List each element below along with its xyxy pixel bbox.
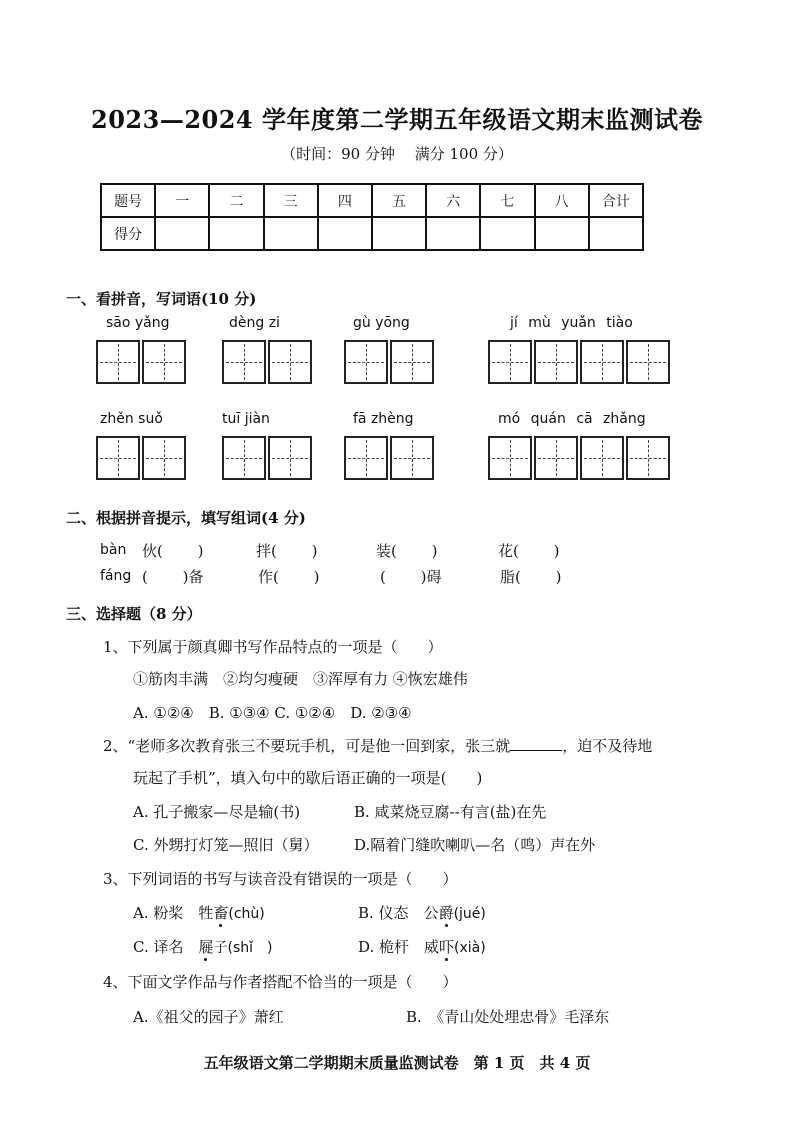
fill-item[interactable]: 拌( ) [256, 542, 318, 560]
fill-item[interactable]: 伙( ) [142, 542, 204, 560]
fill-item[interactable]: 脂( ) [500, 568, 562, 586]
writing-grid[interactable] [344, 436, 436, 480]
score-input-cell[interactable] [318, 217, 372, 250]
option-text: D. 桅杆 威 [358, 938, 440, 956]
score-input-cell[interactable] [372, 217, 426, 250]
option-a[interactable]: A. 孔子搬家—尽是输(书) [133, 803, 301, 821]
writing-cell[interactable] [488, 436, 532, 480]
writing-cell[interactable] [580, 436, 624, 480]
question-choices: ①筋肉丰满 ②均匀瘦硬 ③浑厚有力 ④恢宏雄伟 [133, 670, 468, 688]
writing-grid[interactable] [344, 340, 436, 384]
score-input-cell[interactable] [209, 217, 263, 250]
writing-cell[interactable] [390, 340, 434, 384]
option-a[interactable]: A.《祖父的园子》萧红 [133, 1008, 284, 1026]
writing-grid[interactable] [222, 340, 314, 384]
fill-item[interactable]: 作( ) [258, 568, 320, 586]
exam-subtitle: （时间：90 分钟 满分 100 分） [281, 145, 513, 163]
section3-heading: 三、选择题（8 分） [66, 605, 202, 623]
score-header-cell: 四 [318, 184, 372, 217]
option-a[interactable] [133, 902, 265, 923]
writing-cell[interactable] [344, 436, 388, 480]
option-pinyin: (jué) [453, 906, 486, 922]
dotted-char: 吓 [439, 938, 455, 956]
option-pinyin: (xià) [454, 940, 486, 956]
pinyin-prompt: mó quán cā zhǎng [498, 411, 646, 427]
question-stem: 1、下列属于颜真卿书写作品特点的一项是（ ） [103, 638, 443, 656]
question-stem [103, 735, 652, 756]
score-header-cell: 八 [535, 184, 589, 217]
question-options[interactable]: A. ①②④ B. ①③④ C. ①②④ D. ②③④ [133, 704, 412, 722]
option-c[interactable]: C. 外甥打灯笼—照旧（舅） [133, 836, 319, 854]
writing-grid[interactable] [488, 436, 672, 480]
page-footer: 五年级语文第二学期期末质量监测试卷 第 1 页 共 4 页 [203, 1054, 591, 1072]
score-input-cell[interactable] [155, 217, 209, 250]
question-stem-part: ，迫不及待地 [562, 737, 653, 755]
score-input-cell[interactable] [426, 217, 480, 250]
pinyin-prompt: tuī jiàn [222, 411, 270, 427]
score-input-cell[interactable] [264, 217, 318, 250]
writing-grid[interactable] [96, 340, 188, 384]
score-row-label: 得分 [101, 217, 155, 250]
answer-blank[interactable] [510, 736, 562, 751]
fill-item[interactable]: 装( ) [376, 542, 438, 560]
pinyin-prompt: dèng zi [229, 315, 280, 331]
option-d[interactable] [358, 936, 486, 957]
writing-cell[interactable] [96, 436, 140, 480]
score-header-cell: 二 [209, 184, 263, 217]
dotted-char: 畜 [213, 904, 229, 922]
writing-cell[interactable] [268, 340, 312, 384]
pinyin-prompt: sāo yǎng [106, 315, 170, 331]
pinyin-prompt: gù yōng [353, 315, 410, 331]
score-header-cell: 题号 [101, 184, 155, 217]
fill-item[interactable]: ( )备 [142, 568, 204, 586]
option-d[interactable]: D.隔着门缝吹喇叭—名（鸣）声在外 [354, 836, 596, 854]
option-text: A. 粉桨 牲 [133, 904, 214, 922]
score-header-cell: 七 [480, 184, 534, 217]
writing-cell[interactable] [96, 340, 140, 384]
score-header-cell: 合计 [589, 184, 643, 217]
score-input-cell[interactable] [589, 217, 643, 250]
pinyin-prompt: bàn [100, 542, 127, 558]
score-header-cell: 一 [155, 184, 209, 217]
writing-cell[interactable] [390, 436, 434, 480]
section1-heading: 一、看拼音，写词语(10 分) [66, 290, 257, 308]
score-table-header-row [101, 184, 643, 217]
pinyin-prompt: fā zhèng [353, 411, 414, 427]
pinyin-prompt: jí mù yuǎn tiào [510, 315, 633, 331]
pinyin-prompt: zhěn suǒ [100, 411, 163, 427]
writing-cell[interactable] [268, 436, 312, 480]
writing-grid[interactable] [488, 340, 672, 384]
writing-cell[interactable] [626, 340, 670, 384]
writing-cell[interactable] [222, 340, 266, 384]
fill-item[interactable]: ( )碍 [380, 568, 442, 586]
question-stem: 4、下面文学作品与作者搭配不恰当的一项是（ ） [103, 973, 458, 991]
writing-grid[interactable] [222, 436, 314, 480]
writing-cell[interactable] [534, 436, 578, 480]
score-header-cell: 三 [264, 184, 318, 217]
option-pinyin: (chù) [228, 906, 265, 922]
writing-cell[interactable] [534, 340, 578, 384]
score-header-cell: 五 [372, 184, 426, 217]
option-text: B. 仪态 公 [358, 904, 439, 922]
section2-heading: 二、根据拼音提示，填写组词(4 分) [66, 509, 306, 527]
writing-cell[interactable] [222, 436, 266, 480]
score-input-cell[interactable] [480, 217, 534, 250]
option-pinyin: 子(shǐ ) [213, 940, 273, 956]
score-table-score-row [101, 217, 643, 250]
question-stem: 3、下列词语的书写与读音没有错误的一项是（ ） [103, 870, 458, 888]
question-stem: 玩起了手机”，填入句中的歇后语正确的一项是( ) [133, 769, 483, 787]
option-b[interactable] [358, 902, 486, 923]
question-stem-part: 2、“老师多次教育张三不要玩手机，可是他一回到家，张三就 [103, 737, 511, 755]
option-text: C. 译名 [133, 938, 199, 956]
fill-item[interactable]: 花( ) [498, 542, 560, 560]
score-input-cell[interactable] [535, 217, 589, 250]
writing-cell[interactable] [142, 340, 186, 384]
writing-cell[interactable] [626, 436, 670, 480]
writing-cell[interactable] [344, 340, 388, 384]
writing-grid[interactable] [96, 436, 188, 480]
score-header-cell: 六 [426, 184, 480, 217]
option-b[interactable]: B. 咸菜烧豆腐--有言(盐)在先 [354, 803, 547, 821]
dotted-char: 爵 [438, 904, 454, 922]
writing-cell[interactable] [142, 436, 186, 480]
option-b[interactable]: B. 《青山处处埋忠骨》毛泽东 [406, 1008, 610, 1026]
option-c[interactable] [133, 936, 272, 957]
writing-cell[interactable] [580, 340, 624, 384]
dotted-char: 屣 [198, 938, 214, 956]
pinyin-prompt: fáng [100, 568, 132, 584]
score-table [100, 183, 644, 251]
writing-cell[interactable] [488, 340, 532, 384]
exam-title: 2023—2024 学年度第二学期五年级语文期末监测试卷 [91, 105, 703, 134]
